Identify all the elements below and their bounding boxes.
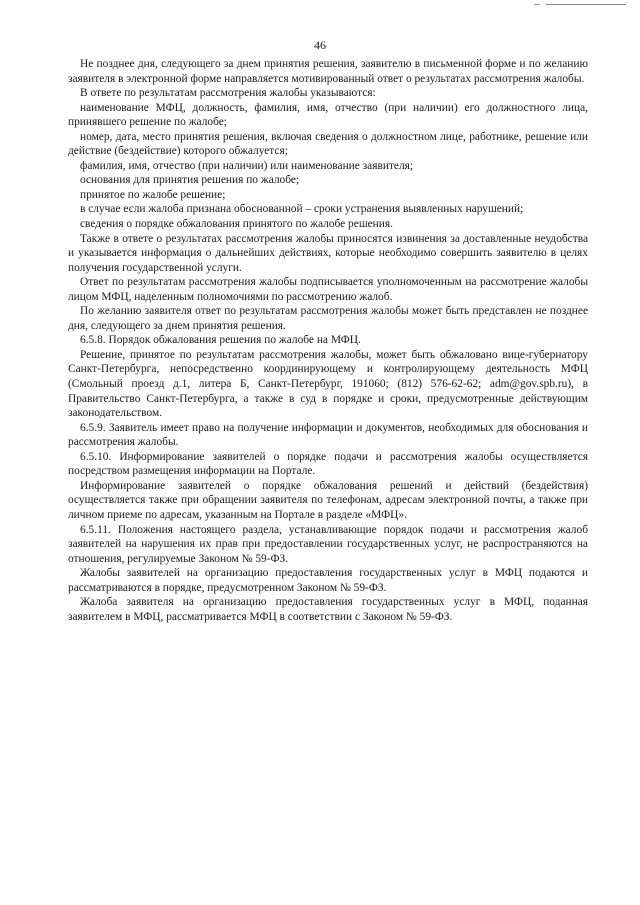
list-item-decision-details: номер, дата, место принятия решения, включая сведения о должностном лице, работнике, решение или действие (бездействие) которого обжалуется; <box>68 130 588 158</box>
paragraph-electronic-response: По желанию заявителя ответ по результатам рассмотрения жалобы может быть представлен не позднее дня, следующего за днем принятия решения. <box>68 305 588 332</box>
list-item-applicant-name: фамилия, имя, отчество (при наличии) или наименование заявителя; <box>80 159 414 172</box>
paragraph-signature: Ответ по результатам рассмотрения жалобы подписывается уполномоченным на рассмотрение жалобы лицом МФЦ, наделенным полномочиями по рассмотрению жалоб. <box>68 276 588 303</box>
list-item-decision: принятое по жалобе решение; <box>80 188 226 201</box>
section-heading-6-5-8: 6.5.8. Порядок обжалования решения по жалобе на МФЦ. <box>80 334 361 347</box>
list-item-decision-grounds: основания для принятия решения по жалобе; <box>80 174 300 187</box>
paragraph-appeal-authority: Решение, принятое по результатам рассмотрения жалобы, может быть обжаловано вице-губернатору Санкт-Петербурга, непосредственно координирующему и контролирующему деятельность МФЦ (Смольный проезд д.1, литера Б, Санкт-Петербург, 191060; (812) 576-62-62; adm@gov.spb.ru), в Правительство Санкт-Петербурга, а также в суд в порядке и сроки, предусмотренные действующим законодательством. <box>68 348 588 420</box>
paragraph-complaints-59fz: Жалобы заявителей на организацию предоставления государственных услуг в МФЦ подаются и рассматриваются в порядке, предусмотренном Законом № 59-ФЗ. <box>68 567 588 594</box>
paragraph-response-deadline: Не позднее дня, следующего за днем принятия решения, заявителю в письменной форме и по желанию заявителя в электронной форме направляется мотивированный ответ о результатах рассмотрения жалобы. <box>68 58 588 85</box>
page-number: 46 <box>314 38 326 52</box>
section-6-5-10: 6.5.10. Информирование заявителей о порядке подачи и рассмотрения жалобы осуществляется посредством размещения информации на Портале. <box>68 450 588 478</box>
list-item-remedy-deadlines: в случае если жалоба признана обоснованной – сроки устранения выявленных нарушений; <box>80 203 524 216</box>
section-6-5-11: 6.5.11. Положения настоящего раздела, устанавливающие порядок подачи и рассмотрения жалоб заявителей на нарушения их прав при предоставлении государственных услуг, не распространяются на отношения, регулируемые Законом № 59-ФЗ. <box>68 523 588 565</box>
document-body <box>68 57 588 624</box>
paragraph-informing: Информирование заявителей о порядке обжалования решений и действий (бездействия) осуществляется также при обращении заявителя по телефонам, адресам электронной почты, а также при личном приеме по адресам, указанным на Портале в разделе «МФЦ». <box>68 479 588 521</box>
scan-corner-mark-small <box>534 4 540 5</box>
scan-corner-mark <box>546 4 626 5</box>
paragraph-apology: Также в ответе о результатах рассмотрения жалобы приносятся извинения за доставленные неудобства и указывается информация о дальнейших действиях, которые необходимо совершить заявителю в целях получения государственной услуги. <box>68 232 588 274</box>
list-item-appeal-procedure: сведения о порядке обжалования принятого по жалобе решения. <box>80 218 393 231</box>
paragraph-response-contents-intro: В ответе по результатам рассмотрения жалобы указываются: <box>80 87 376 100</box>
list-item-mfc-official: наименование МФЦ, должность, фамилия, имя, отчество (при наличии) его должностного лица, принявшего решение по жалобе; <box>68 101 588 129</box>
section-6-5-9: 6.5.9. Заявитель имеет право на получение информации и документов, необходимых для обоснования и рассмотрения жалобы. <box>68 421 588 449</box>
paragraph-complaint-mfc-59fz: Жалоба заявителя на организацию предоставления государственных услуг в МФЦ, поданная заявителем в МФЦ, рассматривается МФЦ в соответствии с Законом № 59-ФЗ. <box>68 596 588 623</box>
